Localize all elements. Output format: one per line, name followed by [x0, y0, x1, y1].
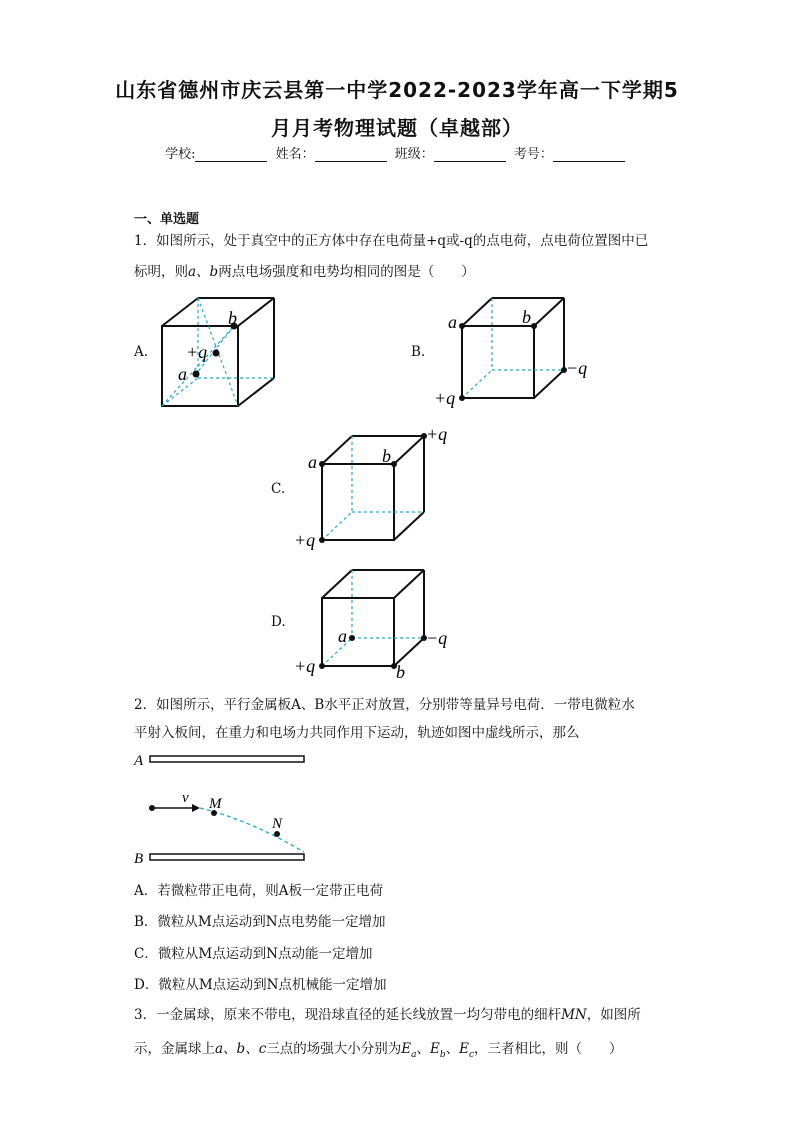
q3-sep1: 、 — [416, 1041, 430, 1057]
label-minus-q: −q — [426, 628, 448, 648]
q3-ec: E — [459, 1041, 469, 1057]
page-title-line1: 山东省德州市庆云县第一中学2022-2023学年高一下学期5 — [115, 78, 679, 102]
q1-figure-b — [430, 290, 595, 415]
q1-line2-vars: a、b — [188, 264, 219, 280]
point-a — [193, 371, 200, 378]
class-label: 班级： — [394, 147, 434, 162]
label-plus-q: +q — [434, 388, 456, 408]
name-label: 姓名： — [275, 147, 315, 162]
point-n-label: N — [272, 816, 283, 832]
label-plus-q: +q — [186, 342, 208, 362]
label-plus-q-bottom: +q — [294, 530, 316, 550]
q1-line1: 1．如图所示，处于真空中的正方体中存在电荷量+q或-q的点电荷，点电荷位置图中已 — [134, 233, 649, 249]
class-blank[interactable] — [434, 149, 506, 162]
section-heading: 一、单选题 — [134, 212, 200, 227]
q1-figure-a — [150, 290, 285, 415]
q1-option-a-label[interactable]: A. — [134, 344, 149, 360]
q1-line2-a: 标明，则 — [134, 264, 188, 280]
plate-b-label: B — [134, 851, 144, 867]
q3-line1-a: 3．一金属球，原来不带电，现沿球直径的延长线放置一均匀带电的细杆 — [134, 1007, 562, 1023]
label-a: a — [178, 364, 187, 384]
q1-option-c-label[interactable]: C. — [271, 481, 286, 497]
q1-figure-d — [290, 560, 460, 685]
q3-line2-c: ，三者相比，则（ ） — [474, 1041, 623, 1057]
plate-a — [150, 756, 304, 762]
number-label: 考号： — [513, 147, 553, 162]
q2-option-d[interactable]: D．微粒从M点运动到N点机械能一定增加 — [134, 977, 387, 993]
label-a: a — [338, 626, 347, 646]
q3-line2-vars: a、b、c — [215, 1041, 267, 1057]
q1-line2 — [134, 257, 674, 287]
velocity-label: v — [182, 790, 189, 806]
label-b: b — [382, 446, 391, 466]
label-b: b — [522, 307, 531, 327]
q3-eb: E — [430, 1041, 440, 1057]
q2-figure — [130, 748, 315, 873]
q3-line1-b: ，如图所 — [586, 1007, 641, 1023]
q3-line2-b: 三点的场强大小分别为 — [266, 1041, 402, 1057]
q2-line1: 2．如图所示，平行金属板A、B水平正对放置，分别带等量异号电荷．一带电微粒水 — [134, 697, 635, 713]
plate-a-label: A — [134, 753, 144, 769]
student-info-line — [0, 143, 794, 162]
q3-line1 — [134, 1000, 674, 1030]
q3-ec-sub: c — [468, 1049, 475, 1060]
label-a: a — [308, 452, 317, 472]
q3-ea: E — [401, 1041, 412, 1057]
page-title-line2: 月月考物理试题（卓越部） — [271, 116, 523, 140]
label-b: b — [228, 308, 237, 328]
q2-option-a[interactable]: A．若微粒带正电荷，则A板一定带正电荷 — [134, 883, 383, 899]
q3-ea-sub: a — [411, 1049, 417, 1060]
q3-line2 — [134, 1034, 674, 1070]
q2-line2: 平射入板间，在重力和电场力共同作用下运动，轨迹如图中虚线所示，那么 — [134, 725, 580, 741]
number-blank[interactable] — [553, 149, 625, 162]
q1-option-b-label[interactable]: B. — [411, 344, 426, 360]
charge-plus — [213, 350, 220, 357]
label-b: b — [396, 662, 405, 682]
plate-b — [150, 854, 304, 860]
q3-line1-mn: MN — [561, 1007, 587, 1023]
label-plus-q: +q — [294, 656, 316, 676]
q3-eb-sub: b — [439, 1049, 446, 1060]
name-blank[interactable] — [315, 149, 387, 162]
school-blank[interactable] — [195, 149, 267, 162]
q2-option-b[interactable]: B．微粒从M点运动到N点电势能一定增加 — [134, 914, 386, 930]
point-m-label: M — [209, 796, 222, 812]
label-minus-q: −q — [566, 358, 588, 378]
q1-option-d-label[interactable]: D. — [271, 614, 286, 630]
q1-line2-b: 两点电场强度和电势均相同的图是（ ） — [218, 264, 475, 280]
q3-line2-a: 示，金属球上 — [134, 1041, 215, 1057]
q2-option-c[interactable]: C．微粒从M点运动到N点动能一定增加 — [134, 946, 373, 962]
q3-sep2: 、 — [445, 1041, 460, 1057]
label-plus-q-top: +q — [426, 424, 448, 444]
q1-figure-c — [290, 422, 460, 557]
school-label: 学校: — [165, 147, 196, 162]
label-a: a — [448, 312, 457, 332]
